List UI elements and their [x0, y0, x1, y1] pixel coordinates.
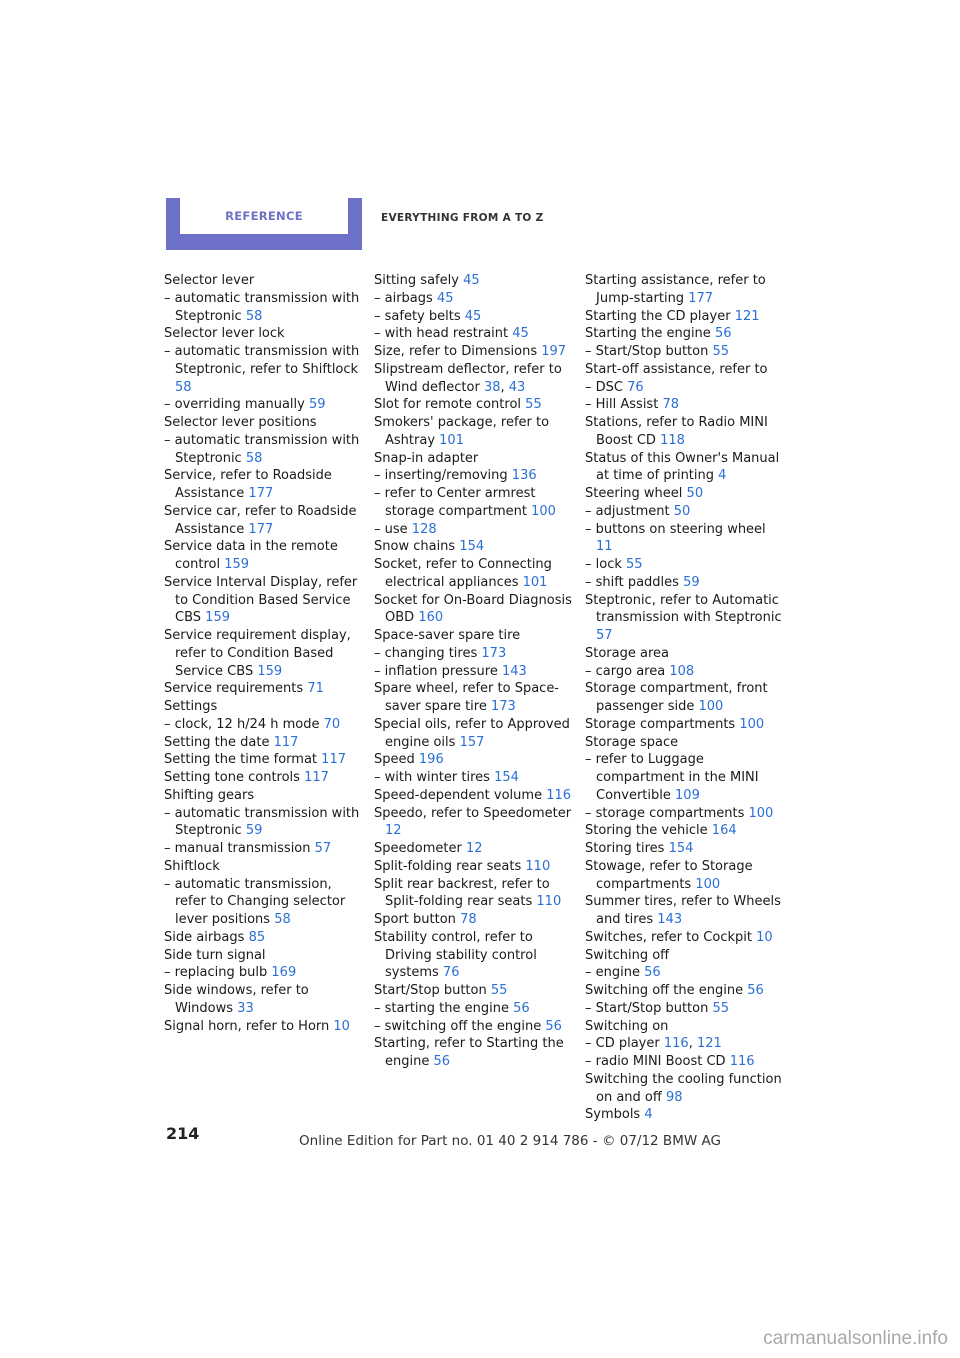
index-entry: [585, 1053, 785, 1071]
page-reference-link[interactable]: 196: [418, 752, 444, 768]
index-entry-text: Service requirements: [164, 681, 304, 697]
index-entry: [374, 272, 574, 290]
index-entry: [585, 893, 785, 929]
page-reference-link[interactable]: 117: [304, 770, 329, 785]
index-entry: [585, 325, 785, 343]
page-reference-link[interactable]: 55: [490, 983, 508, 998]
page-reference-link[interactable]: 128: [411, 521, 437, 537]
page-reference-link[interactable]: 197: [541, 344, 567, 359]
index-entry: [585, 1071, 785, 1107]
page-reference-link[interactable]: 58: [175, 379, 192, 395]
index-entry: [164, 876, 364, 929]
index-entry: [585, 1035, 785, 1053]
index-entry: [164, 574, 364, 627]
index-entry: [585, 929, 785, 947]
page-reference-link[interactable]: 55: [626, 557, 643, 572]
page-reference-link[interactable]: 76: [627, 379, 644, 395]
index-entry: [164, 467, 364, 503]
index-entry-text: – buttons on steering wheel: [585, 521, 766, 537]
index-entry: [585, 396, 785, 414]
index-entry: [164, 982, 364, 1018]
index-entry-text: – starting the engine: [374, 1000, 509, 1016]
index-entry-text: Slot for remote control: [374, 397, 522, 413]
index-entry-text: Selector lever lock: [164, 326, 285, 342]
page-reference-link[interactable]: 116: [546, 787, 572, 803]
index-entry-text: Spare wheel, refer to Space-saver spare tire: [374, 681, 560, 714]
index-entry-text: Starting the engine: [585, 326, 711, 342]
index-entry: [164, 538, 364, 574]
index-entry: [164, 698, 364, 716]
index-entry-text: – Start/Stop button: [585, 344, 709, 359]
index-entry-text: Socket, refer to Connecting electrical appliances: [374, 557, 552, 590]
page-reference-link[interactable]: 118: [660, 432, 685, 448]
page-reference-link[interactable]: 71: [307, 681, 324, 697]
index-entry-text: – Hill Assist: [585, 397, 659, 413]
index-entry-text: – overriding manually: [164, 397, 305, 413]
index-entry: [164, 1018, 364, 1036]
section-title: EVERYTHING FROM A TO Z: [381, 212, 544, 224]
index-entry: [164, 751, 364, 769]
page-reference-link[interactable]: 56: [513, 1000, 530, 1016]
page-reference-link[interactable]: 56: [747, 983, 764, 998]
index-entry-text: Side airbags: [164, 929, 245, 945]
index-entry-text: Service car, refer to Roadside Assistance: [164, 503, 357, 537]
page-reference-link[interactable]: 55: [712, 1000, 730, 1016]
index-entry-text: Snap-in adapter: [374, 450, 479, 466]
index-entry: [374, 467, 574, 485]
page-reference-link[interactable]: 100: [748, 805, 774, 821]
index-entry: [164, 680, 364, 698]
index-entry: [164, 716, 364, 734]
page-reference-link[interactable]: 10: [333, 1018, 350, 1034]
index-entry-text: Snow chains: [374, 539, 456, 555]
page-reference-link[interactable]: 78: [662, 397, 679, 413]
page-reference-link[interactable]: 76: [442, 965, 460, 981]
page-reference-link[interactable]: 56: [433, 1054, 451, 1069]
index-entry: [374, 308, 574, 326]
index-entry-text: – automatic transmission with Steptronic: [164, 432, 360, 466]
page-reference-link[interactable]: 85: [248, 929, 266, 945]
index-entry-text: – adjustment: [585, 503, 670, 519]
index-entry: [374, 592, 574, 628]
index-entry-text: Storage space: [585, 734, 679, 750]
page-reference-link[interactable]: 56: [714, 326, 732, 342]
page-reference-link[interactable]: 159: [257, 663, 283, 679]
index-entry: [164, 734, 364, 752]
index-entry: [585, 361, 785, 379]
index-entry-text: Switches, refer to Cockpit: [585, 929, 752, 945]
index-entry-text: – with head restraint: [374, 326, 509, 342]
index-entry-text: Sitting safely: [374, 273, 459, 288]
page-reference-link[interactable]: 173: [491, 699, 516, 714]
page-reference-link[interactable]: 78: [460, 912, 477, 927]
index-entry: [164, 396, 364, 414]
page-number: 214: [166, 1124, 200, 1143]
index-entry: [585, 592, 785, 645]
page-reference-link[interactable]: 45: [436, 290, 454, 306]
index-entry-text: Selector lever: [164, 273, 255, 288]
index-entry-text: – Start/Stop button: [585, 1000, 709, 1016]
index-entry-text: – inserting/removing: [374, 468, 508, 484]
index-entry: [164, 929, 364, 947]
index-entry-text: Speedometer: [374, 841, 462, 856]
index-entry: [164, 414, 364, 432]
index-entry: [374, 911, 574, 929]
index-entry: [164, 769, 364, 787]
index-entry-text: Starting the CD player: [585, 308, 731, 324]
index-entry-text: Split-folding rear seats: [374, 858, 522, 874]
footer-text: Online Edition for Part no. 01 40 2 914 786 - © 07/12 BMW AG: [299, 1133, 721, 1149]
page-reference-link[interactable]: 177: [248, 521, 274, 537]
index-entry-text: Start/Stop button: [374, 983, 487, 998]
index-entry-text: Side windows, refer to Windows: [164, 983, 309, 1016]
index-entry: [585, 485, 785, 503]
page-reference-link[interactable]: 100: [695, 876, 721, 892]
index-entry: [164, 432, 364, 468]
index-entry: [374, 343, 574, 361]
page-reference-link[interactable]: 157: [459, 734, 485, 750]
page-reference-link[interactable]: 59: [245, 823, 263, 839]
index-entry: [164, 947, 364, 965]
index-entry-text: Switching off: [585, 947, 670, 963]
index-entry-text: – inflation pressure: [374, 663, 498, 679]
index-column-1: [164, 272, 364, 1035]
index-entry-text: Smokers' package, refer to Ashtray: [374, 415, 550, 448]
page-reference-link[interactable]: 116: [663, 1036, 689, 1052]
page-reference-link[interactable]: 177: [248, 486, 274, 501]
page-reference-link[interactable]: 154: [494, 770, 519, 785]
index-entry-text: – engine: [585, 965, 640, 981]
index-entry: [164, 858, 364, 876]
index-column-3: [585, 272, 785, 1124]
index-entry-text: Stability control, refer to Driving stability control systems: [374, 929, 537, 981]
index-entry: [164, 272, 364, 290]
index-entry-text: – storage compartments: [585, 805, 745, 821]
index-entry: [585, 343, 785, 361]
section-tab-label: REFERENCE: [225, 209, 303, 223]
index-entry-text: Stations, refer to Radio MINI Boost CD: [585, 415, 768, 448]
page-reference-link[interactable]: 50: [673, 503, 691, 519]
page-reference-link[interactable]: 58: [245, 450, 263, 466]
index-entry-text: – automatic transmission, refer to Changing selector lever positions: [164, 876, 346, 927]
index-entry-text: Storing tires: [585, 841, 665, 856]
index-entry: [374, 805, 574, 841]
page-reference-link[interactable]: 11: [596, 539, 613, 555]
page-reference-link[interactable]: 100: [698, 699, 724, 714]
index-entry-text: – automatic transmission with Steptronic: [164, 290, 360, 324]
page-reference-link[interactable]: 43: [508, 379, 526, 395]
index-entry-text: Settings: [164, 699, 218, 714]
index-entry: [585, 414, 785, 450]
index-entry-text: Side turn signal: [164, 947, 266, 963]
index-entry: [585, 751, 785, 804]
page-reference-link[interactable]: 59: [308, 397, 326, 413]
index-entry: [374, 627, 574, 645]
index-entry: [374, 663, 574, 681]
index-entry: [374, 982, 574, 1000]
index-entry: [374, 840, 574, 858]
index-entry-text: – clock, 12 h/24 h mode: [164, 716, 320, 732]
index-entry-text: Starting assistance, refer to Jump-starting: [585, 273, 766, 306]
index-entry-text: Storage compartments: [585, 716, 736, 732]
index-entry: [374, 325, 574, 343]
index-entry: [374, 556, 574, 592]
page-reference-link[interactable]: 101: [522, 574, 548, 590]
page-reference-link[interactable]: 12: [465, 841, 483, 856]
page-reference-link[interactable]: 159: [205, 610, 230, 626]
index-entry-text: – DSC: [585, 379, 623, 395]
page-reference-link[interactable]: 98: [665, 1089, 683, 1105]
index-entry: [164, 627, 364, 680]
index-entry: [374, 769, 574, 787]
page-reference-link[interactable]: 159: [224, 557, 250, 572]
index-entry-text: Special oils, refer to Approved engine oils: [374, 716, 570, 750]
page-reference-link[interactable]: 12: [385, 823, 402, 839]
page-reference-link[interactable]: 70: [323, 716, 341, 732]
index-entry: [164, 840, 364, 858]
page-reference-link[interactable]: 4: [644, 1107, 653, 1123]
index-entry-text: – refer to Center armrest storage compartment: [374, 486, 536, 519]
index-entry-text: Steptronic, refer to Automatic transmission with Steptronic: [585, 592, 782, 626]
index-entry-text: – automatic transmission with Steptronic, refer to Shiftlock: [164, 344, 360, 377]
index-entry-text: – refer to Luggage compartment in the MINI Convertible: [585, 752, 759, 803]
page-reference-link[interactable]: 57: [314, 841, 332, 856]
page-reference-link[interactable]: 169: [271, 965, 297, 981]
page-reference-link[interactable]: 110: [525, 858, 551, 874]
index-entry: [585, 947, 785, 965]
page-reference-link[interactable]: 100: [739, 716, 765, 732]
index-entry-text: Storage area: [585, 645, 669, 661]
index-entry: [585, 840, 785, 858]
index-entry: [374, 1000, 574, 1018]
index-entry: [585, 822, 785, 840]
index-entry: [374, 521, 574, 539]
page-reference-link[interactable]: 117: [321, 752, 346, 768]
index-entry-text: – CD player: [585, 1036, 660, 1052]
index-entry: [585, 574, 785, 592]
index-entry: [374, 645, 574, 663]
page-separator: ,: [688, 1036, 693, 1052]
page-separator: ,: [500, 379, 505, 395]
index-entry: [585, 272, 785, 308]
index-entry: [374, 858, 574, 876]
index-entry-text: – radio MINI Boost CD: [585, 1054, 726, 1069]
page-reference-link[interactable]: 154: [668, 841, 694, 856]
index-entry: [585, 982, 785, 1000]
index-entry: [164, 503, 364, 539]
page-reference-link[interactable]: 38: [483, 379, 501, 395]
page-reference-link[interactable]: 136: [511, 468, 537, 484]
index-entry: [585, 680, 785, 716]
index-entry: [585, 450, 785, 486]
index-entry-text: – switching off the engine: [374, 1018, 542, 1034]
index-entry-text: Symbols: [585, 1107, 641, 1123]
index-entry-text: – replacing bulb: [164, 965, 268, 981]
index-entry-text: – changing tires: [374, 645, 478, 661]
index-entry: [164, 343, 364, 396]
index-entry-text: Speedo, refer to Speedometer: [374, 805, 572, 821]
index-entry-text: Speed-dependent volume: [374, 787, 543, 803]
page-reference-link[interactable]: 154: [459, 539, 485, 555]
page-reference-link[interactable]: 177: [688, 290, 714, 306]
index-entry: [374, 1018, 574, 1036]
page-reference-link[interactable]: 10: [756, 929, 773, 945]
index-entry-text: Storage compartment, front passenger side: [585, 681, 768, 714]
index-entry-text: Signal horn, refer to Horn: [164, 1018, 330, 1034]
index-entry: [585, 645, 785, 663]
index-entry-text: Stowage, refer to Storage compartments: [585, 858, 753, 892]
page-reference-link[interactable]: 59: [683, 574, 700, 590]
footer-edition: [0, 1133, 960, 1149]
index-entry-text: Start-off assistance, refer to: [585, 361, 768, 377]
page-reference-link[interactable]: 57: [596, 628, 613, 643]
page-reference-link[interactable]: 4: [718, 468, 727, 484]
index-entry-text: Status of this Owner's Manual at time of printing: [585, 450, 780, 484]
index-entry-text: Setting tone controls: [164, 770, 300, 785]
index-entry-text: Steering wheel: [585, 486, 683, 501]
index-entry: [585, 308, 785, 326]
index-entry-text: Setting the date: [164, 734, 270, 750]
index-entry-text: Service data in the remote control: [164, 539, 338, 572]
index-entry-text: Storing the vehicle: [585, 823, 708, 839]
page-reference-link[interactable]: 121: [696, 1036, 722, 1052]
index-entry-text: Switching off the engine: [585, 983, 744, 998]
index-entry: [374, 450, 574, 468]
index-entry: [374, 485, 574, 521]
page-reference-link[interactable]: 109: [675, 787, 700, 803]
index-entry-text: Space-saver spare tire: [374, 628, 521, 643]
index-entry: [164, 964, 364, 982]
index-entry-text: Sport button: [374, 912, 456, 927]
page-reference-link[interactable]: 108: [669, 663, 695, 679]
index-entry-text: – shift paddles: [585, 574, 679, 590]
index-entry-text: – cargo area: [585, 663, 666, 679]
section-tab: [166, 198, 362, 250]
index-entry-text: Setting the time format: [164, 752, 318, 768]
index-entry: [374, 414, 574, 450]
index-entry: [374, 396, 574, 414]
section-tab-label-box: [180, 198, 348, 234]
index-entry-text: Shifting gears: [164, 787, 255, 803]
index-entry-text: – airbags: [374, 290, 433, 306]
page-reference-link[interactable]: 160: [418, 610, 444, 626]
page-reference-link[interactable]: 55: [712, 344, 730, 359]
index-entry: [585, 1018, 785, 1036]
page-reference-link[interactable]: 56: [545, 1018, 562, 1034]
index-entry: [585, 1106, 785, 1124]
page-reference-link[interactable]: 33: [237, 1000, 254, 1016]
index-entry: [374, 361, 574, 397]
index-entry-text: Service requirement display, refer to Condition Based Service CBS: [164, 628, 351, 679]
page-reference-link[interactable]: 58: [245, 308, 263, 324]
index-entry: [585, 858, 785, 894]
page-reference-link[interactable]: 100: [531, 503, 556, 519]
index-entry-text: – lock: [585, 557, 622, 572]
index-entry-text: Switching on: [585, 1018, 669, 1034]
index-entry-text: Starting, refer to Starting the engine: [374, 1036, 564, 1069]
index-entry: [585, 663, 785, 681]
index-entry: [585, 521, 785, 557]
index-entry-text: – use: [374, 521, 408, 537]
index-entry-text: Summer tires, refer to Wheels and tires: [585, 894, 781, 927]
index-entry: [164, 290, 364, 326]
page-reference-link[interactable]: 45: [464, 308, 482, 324]
index-entry: [374, 1035, 574, 1071]
index-entry: [585, 503, 785, 521]
index-entry: [585, 805, 785, 823]
index-entry: [374, 751, 574, 769]
index-entry: [585, 556, 785, 574]
page-reference-link[interactable]: 164: [711, 823, 737, 839]
page-reference-link[interactable]: 121: [734, 308, 760, 324]
page-reference-link[interactable]: 101: [439, 432, 464, 448]
index-entry-text: – with winter tires: [374, 770, 490, 785]
index-entry-text: – safety belts: [374, 308, 461, 324]
page-reference-link[interactable]: 45: [512, 326, 529, 342]
page-reference-link[interactable]: 117: [273, 734, 299, 750]
index-entry: [374, 680, 574, 716]
index-entry-text: Socket for On-Board Diagnosis OBD: [374, 592, 572, 626]
index-entry: [585, 964, 785, 982]
index-entry: [164, 787, 364, 805]
index-entry-text: Service, refer to Roadside Assistance: [164, 468, 332, 501]
index-entry-text: Switching the cooling function on and off: [585, 1071, 782, 1105]
index-entry: [374, 876, 574, 912]
page-reference-link[interactable]: 56: [644, 965, 661, 981]
index-entry-text: Selector lever positions: [164, 415, 317, 430]
index-entry-text: Size, refer to Dimensions: [374, 344, 538, 359]
page-reference-link[interactable]: 50: [686, 486, 704, 501]
page-reference-link[interactable]: 110: [536, 894, 562, 910]
index-entry: [585, 1000, 785, 1018]
index-entry: [585, 716, 785, 734]
index-entry-text: Slipstream deflector, refer to Wind deflector: [374, 361, 562, 395]
watermark: carmanualsonline.info: [763, 1328, 948, 1349]
index-entry: [374, 929, 574, 982]
index-entry: [374, 290, 574, 308]
index-entry-text: – automatic transmission with Steptronic: [164, 805, 360, 839]
page-reference-link[interactable]: 58: [274, 912, 291, 927]
index-entry: [585, 734, 785, 752]
index-entry-text: Shiftlock: [164, 858, 220, 874]
index-entry-text: Service Interval Display, refer to Condition Based Service CBS: [164, 574, 358, 626]
index-entry: [374, 716, 574, 752]
page-reference-link[interactable]: 55: [525, 397, 542, 413]
index-entry-text: – manual transmission: [164, 841, 311, 856]
page-reference-link[interactable]: 173: [481, 645, 507, 661]
index-entry: [374, 538, 574, 556]
index-entry: [164, 325, 364, 343]
index-entry: [164, 805, 364, 841]
page-reference-link[interactable]: 143: [657, 912, 683, 927]
index-entry: [585, 379, 785, 397]
page-reference-link[interactable]: 116: [729, 1054, 755, 1069]
index-column-2: [374, 272, 574, 1071]
index-entry-text: Speed: [374, 752, 415, 768]
page-reference-link[interactable]: 143: [501, 663, 527, 679]
index-entry-text: Split rear backrest, refer to Split-folding rear seats: [374, 876, 550, 910]
index-entry: [374, 787, 574, 805]
page-reference-link[interactable]: 45: [463, 273, 480, 288]
